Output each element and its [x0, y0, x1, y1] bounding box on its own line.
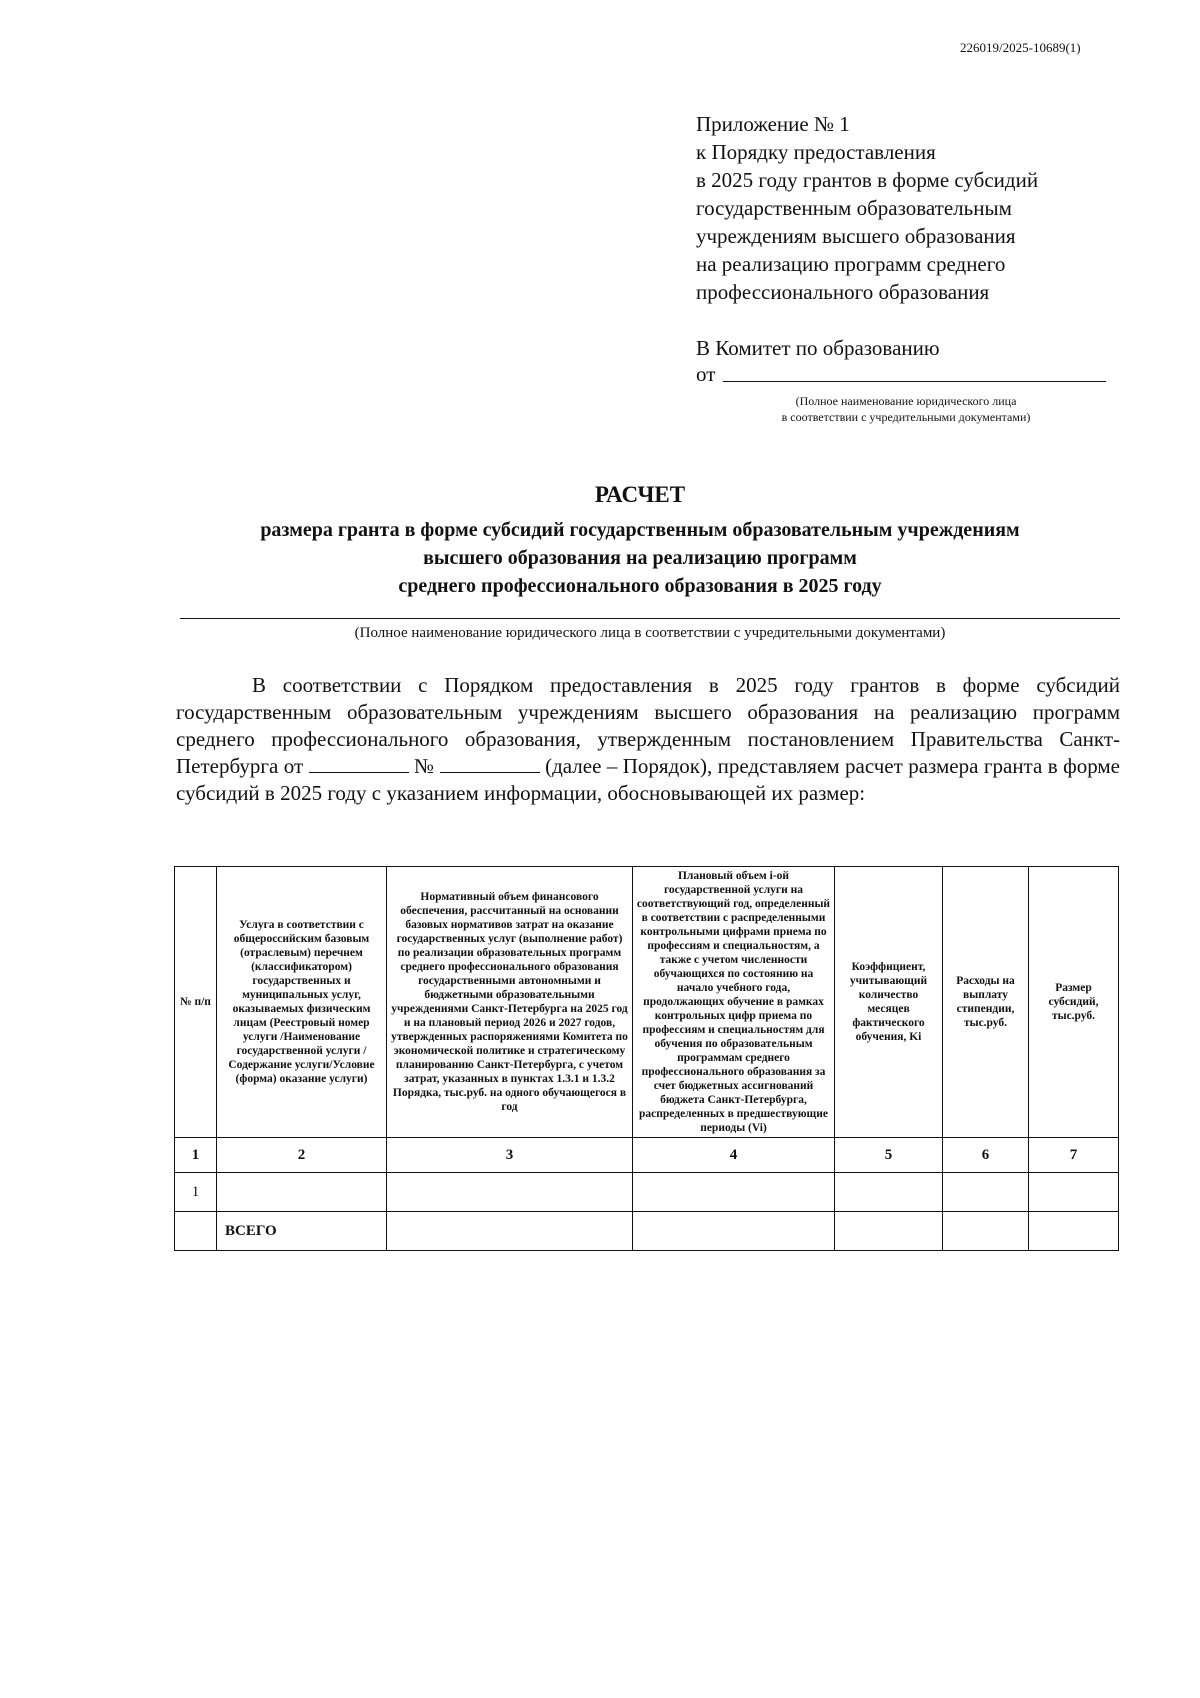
table-cell[interactable]	[633, 1173, 835, 1212]
calculation-table	[174, 866, 1119, 1251]
appendix-line: на реализацию программ среднего	[696, 252, 1006, 276]
paragraph-part: (далее – Порядок), представляем расчет размера гранта в форме субсидий в 2025 году с указанием информации, обосновывающей их размер:	[176, 754, 1120, 805]
table-cell[interactable]	[943, 1212, 1029, 1251]
table-cell[interactable]	[633, 1212, 835, 1251]
row-number: 1	[175, 1173, 217, 1212]
table-cell	[175, 1212, 217, 1251]
col-header-planned-volume: Плановый объем i-ой государственной услуги на соответствующий год, определенный в соответствии с распределенными контрольными цифрами приема по профессиям и специальностям, а также с учетом численности обучающихся по состоянию на начало учебного года, продолжающих обучение в рамках контрольных цифр приема по профессиям и специальностям для обучения по образовательным программам среднего профессионального образования за счет бюджетных ассигнований бюджета Санкт-Петербурга, распределенных в предшествующие периоды (Vi)	[633, 867, 835, 1138]
paragraph-part: В соответствии с Порядком предоставления в 2025 году грантов в форме субсидий государственным образовательным учреждениям высшего образования на реализацию программ среднего профессионального образования, утвержденным постановлением Правительства Санкт-Петербурга от	[176, 673, 1120, 778]
title-main: РАСЧЕТ	[594, 482, 686, 507]
table-cell[interactable]	[387, 1173, 633, 1212]
column-number: 1	[175, 1138, 217, 1173]
table-cell[interactable]	[217, 1173, 387, 1212]
addressee-note-line: в соответствии с учредительными документами)	[781, 410, 1031, 424]
table-cell[interactable]	[943, 1173, 1029, 1212]
title-line: высшего образования на реализацию программ	[423, 547, 857, 569]
column-number: 3	[387, 1138, 633, 1173]
table-cell[interactable]	[835, 1212, 943, 1251]
total-label: ВСЕГО	[217, 1212, 387, 1251]
column-number: 7	[1029, 1138, 1119, 1173]
column-number: 6	[943, 1138, 1029, 1173]
table-cell[interactable]	[387, 1212, 633, 1251]
addressee-from-field[interactable]	[723, 361, 1106, 382]
addressee-block	[696, 335, 1116, 425]
col-header-number: № п/п	[175, 867, 217, 1138]
addressee-from-label: от	[696, 362, 716, 386]
date-blank-field[interactable]	[309, 754, 409, 773]
table-row	[175, 1173, 1119, 1212]
fullname-note: (Полное наименование юридического лица в соответствии с учредительными документами)	[180, 618, 1120, 642]
appendix-line: к Порядку предоставления	[696, 140, 936, 164]
number-blank-field[interactable]	[440, 754, 540, 773]
appendix-block	[696, 110, 1038, 306]
column-number: 4	[633, 1138, 835, 1173]
paragraph-part: №	[408, 754, 440, 778]
col-header-scholarship: Расходы на выплату стипендии, тыс.руб.	[943, 867, 1029, 1138]
document-number: 226019/2025-10689(1)	[960, 40, 1081, 55]
addressee-from-row	[696, 361, 1116, 387]
appendix-line: в 2025 году грантов в форме субсидий	[696, 168, 1039, 192]
intro-paragraph	[176, 672, 1120, 807]
col-header-normative-volume: Нормативный объем финансового обеспечения, рассчитанный на основании базовых нормативов затрат на оказание государственных услуг (выполнение работ) по реализации образовательных программ среднего профессионального образования государственными автономными и бюджетными образовательными учреждениями Санкт-Петербурга на 2025 год и на плановый период 2026 и 2027 годов, утвержденных распоряжениями Комитета по экономической политике и стратегическому планированию Санкт-Петербурга, с учетом затрат, указанных в пунктах 1.3.1 и 1.3.2 Порядка, тыс.руб. на одного обучающегося в год	[387, 867, 633, 1138]
table-cell[interactable]	[1029, 1212, 1119, 1251]
column-number: 5	[835, 1138, 943, 1173]
table-cell[interactable]	[835, 1173, 943, 1212]
addressee-to: В Комитет по образованию	[696, 336, 940, 360]
addressee-note	[696, 393, 1116, 425]
appendix-line: государственным образовательным	[696, 196, 1012, 220]
title-line: размера гранта в форме субсидий государственным образовательным учреждениям	[260, 519, 1020, 541]
appendix-line: профессионального образования	[696, 280, 990, 304]
title-line: среднего профессионального образования в 2025 году	[398, 575, 882, 597]
total-row	[175, 1212, 1119, 1251]
col-header-service: Услуга в соответствии с общероссийским базовым (отраслевым) перечнем (классификатором) государственных и муниципальных услуг, оказываемых физическим лицам (Реестровый номер услуги /Наименование государственной услуги /Содержание услуги/Условие (форма) оказание услуги)	[217, 867, 387, 1138]
table-cell[interactable]	[1029, 1173, 1119, 1212]
column-number-row	[175, 1138, 1119, 1173]
appendix-line: Приложение № 1	[696, 112, 850, 136]
column-number: 2	[217, 1138, 387, 1173]
document-title	[150, 482, 1130, 600]
addressee-note-line: (Полное наименование юридического лица	[795, 394, 1017, 408]
appendix-line: учреждениям высшего образования	[696, 224, 1016, 248]
col-header-subsidy: Размер субсидий, тыс.руб.	[1029, 867, 1119, 1138]
header-row	[175, 867, 1119, 1138]
col-header-coefficient: Коэффициент, учитывающий количество месяцев фактического обучения, Ki	[835, 867, 943, 1138]
